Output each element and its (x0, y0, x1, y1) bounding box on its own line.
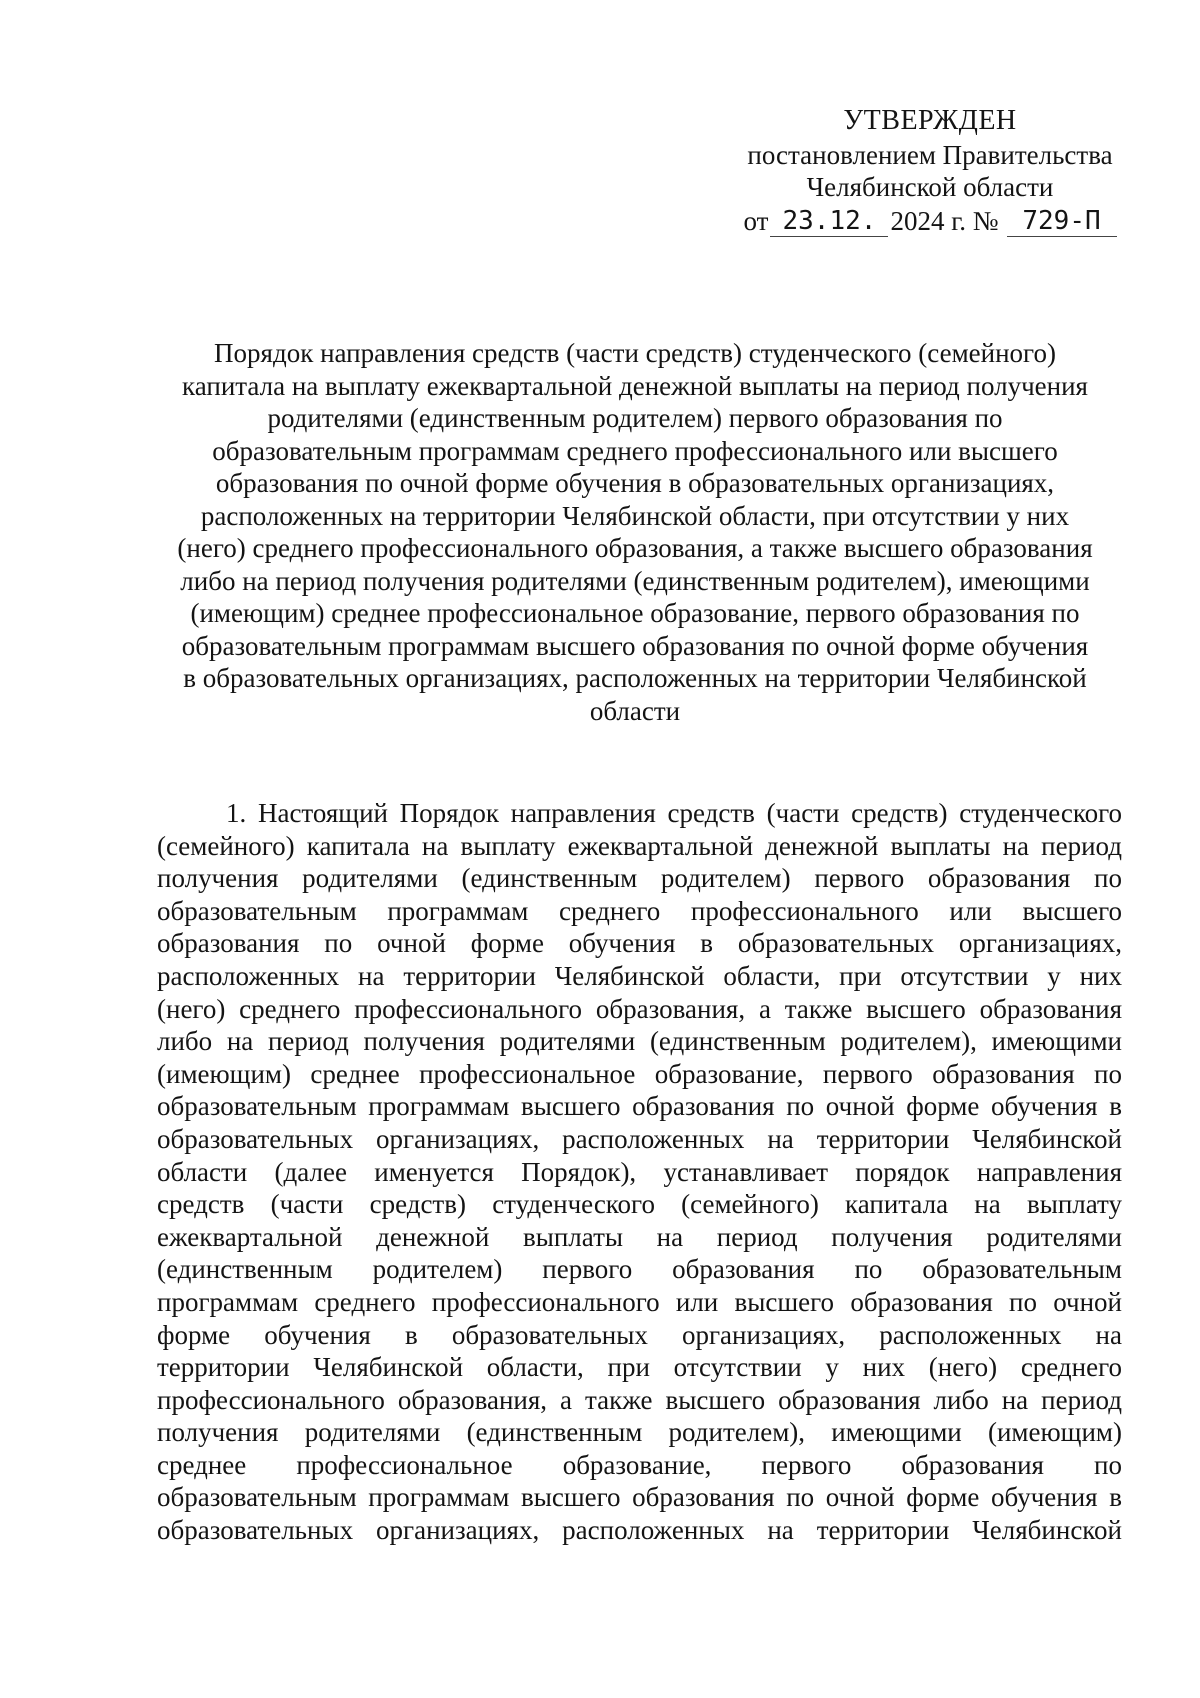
paragraph-line: территории Челябинской области, при отсутствии у них (него) среднего (157, 1352, 1122, 1383)
paragraph-line: образовательным программам высшего образования по очной форме обучения в (157, 1482, 1122, 1513)
paragraph-1 (157, 797, 1122, 1547)
approval-line-2: Челябинской области (806, 172, 1054, 202)
paragraph-line: области (далее именуется Порядок), устанавливает порядок направления (157, 1156, 1122, 1187)
paragraph-line: образовательных организациях, расположенных на территории Челябинской (157, 1123, 1122, 1154)
heading-line: (него) среднего профессионального образования, а также высшего образования (177, 533, 1093, 563)
heading-line: области (589, 695, 681, 726)
paragraph-line: форме обучения в образовательных организациях, расположенных на (157, 1319, 1122, 1350)
approval-date-line (720, 205, 1140, 237)
paragraph-line: ежеквартальной денежной выплаты на период получения родителями (157, 1221, 1122, 1252)
paragraph-line: расположенных на территории Челябинской области, при отсутствии у них (157, 960, 1122, 991)
approval-line-1: постановлением Правительства (747, 140, 1113, 170)
date-suffix: 2024 г. № (890, 206, 999, 236)
document-heading (155, 337, 1115, 727)
heading-line: Порядок направления средств (части средств) студенческого (семейного) (214, 338, 1056, 368)
paragraph-line: получения родителями (единственным родителем), имеющими (имеющим) (157, 1417, 1122, 1448)
heading-line: в образовательных организациях, расположенных на территории Челябинской (183, 663, 1087, 693)
heading-line: либо на период получения родителями (единственным родителем), имеющими (180, 565, 1090, 596)
paragraph-line: либо на период получения родителями (единственным родителем), имеющими (157, 1026, 1122, 1057)
paragraph-line: (семейного) капитала на выплату ежеквартальной денежной выплаты на период (157, 830, 1122, 861)
heading-line: образования по очной форме обучения в образовательных организациях, (215, 468, 1055, 498)
paragraph-line: (него) среднего профессионального образования, а также высшего образования (157, 993, 1122, 1024)
heading-line: расположенных на территории Челябинской области, при отсутствии у них (200, 500, 1070, 531)
paragraph-line: 1. Настоящий Порядок направления средств (части средств) студенческого (226, 798, 1122, 828)
paragraph-line: (имеющим) среднее профессиональное образование, первого образования по (157, 1058, 1122, 1089)
heading-line: капитала на выплату ежеквартальной денежной выплаты на период получения (182, 370, 1088, 401)
paragraph-line: (единственным родителем) первого образования по образовательным (157, 1254, 1122, 1285)
paragraph-line: образовательных организациях, расположенных на территории Челябинской (157, 1515, 1122, 1546)
paragraph-line: среднее профессиональное образование, первого образования по (157, 1449, 1122, 1480)
paragraph-line: профессионального образования, а также высшего образования либо на период (157, 1384, 1122, 1415)
heading-line: родителями (единственным родителем) первого образования по (267, 403, 1003, 433)
paragraph-line: программам среднего профессионального или высшего образования по очной (157, 1286, 1122, 1317)
date-value: 23.12. (770, 206, 888, 237)
heading-line: образовательным программам высшего образования по очной форме обучения (181, 630, 1089, 661)
document-number: 729-П (1007, 206, 1117, 237)
paragraph-line: средств (части средств) студенческого (семейного) капитала на выплату (157, 1189, 1122, 1220)
paragraph-line: образовательным программам высшего образования по очной форме обучения в (157, 1091, 1122, 1122)
approval-title: УТВЕРЖДЕН (843, 105, 1017, 136)
paragraph-line: получения родителями (единственным родителем) первого образования по (157, 863, 1122, 894)
heading-line: образовательным программам среднего профессионального или высшего (212, 435, 1058, 466)
heading-line: (имеющим) среднее профессиональное образование, первого образования по (190, 598, 1080, 628)
paragraph-line: образовательным программам среднего профессионального или высшего (157, 895, 1122, 926)
approval-block (720, 105, 1140, 237)
paragraph-line: образования по очной форме обучения в образовательных организациях, (157, 928, 1122, 959)
date-prefix: от (743, 206, 769, 236)
